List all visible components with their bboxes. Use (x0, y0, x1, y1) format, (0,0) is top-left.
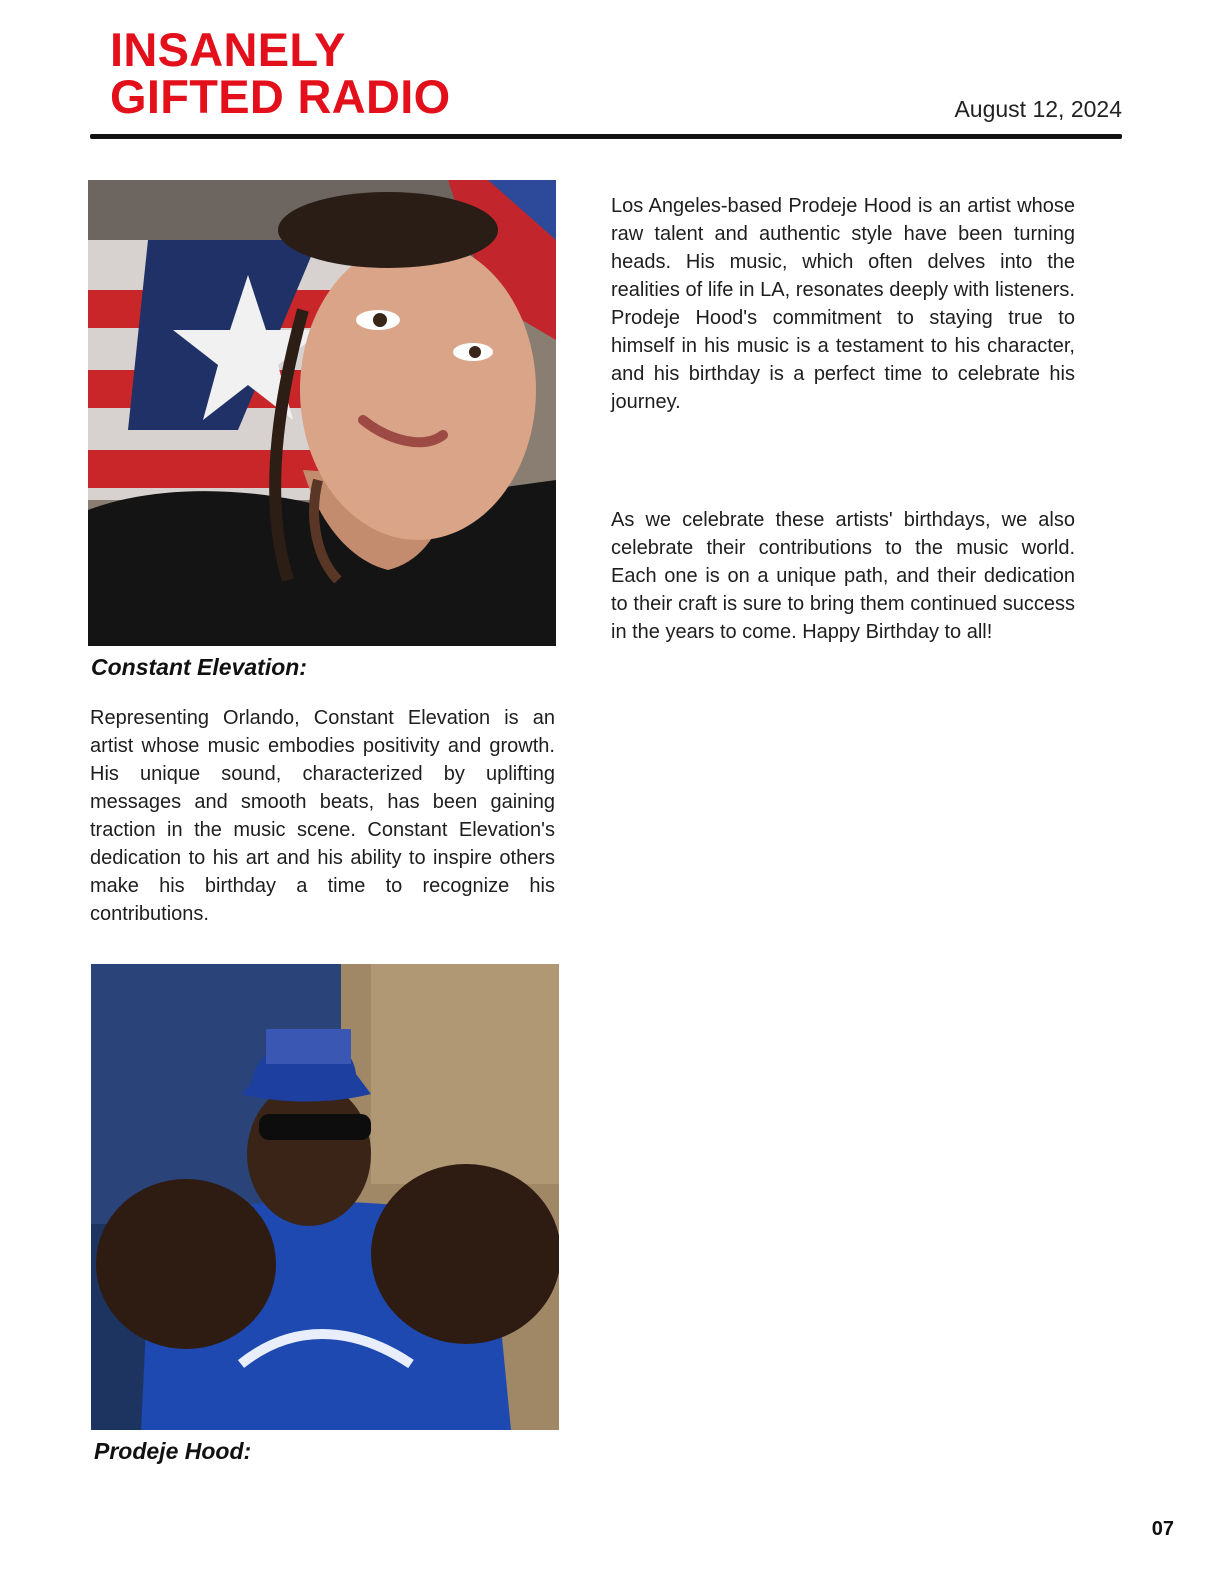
issue-date: August 12, 2024 (954, 96, 1122, 122)
masthead-title (110, 23, 451, 123)
constant-elevation-paragraph: Representing Orlando, Constant Elevation is an artist whose music embodies positivity and growth. His unique sound, characterized by uplifting messages and smooth beats, has been gaining traction in the music scene. Constant Elevation's dedication to his art and his ability to inspire others make his birthday a time to recognize his contributions. (90, 707, 555, 925)
prodeje-hood-paragraph: Los Angeles-based Prodeje Hood is an artist whose raw talent and authentic style have been turning heads. His music, which often delves into the realities of life in LA, resonates deeply with listeners. Prodeje Hood's commitment to staying true to himself in his music is a testament to his character, and his birthday is a perfect time to celebrate his journey. (611, 195, 1075, 413)
constant-elevation-photo (88, 180, 556, 646)
constant-elevation-caption: Constant Elevation: (91, 654, 307, 680)
masthead-line-1: INSANELY (110, 23, 346, 76)
page-number: 07 (1151, 1518, 1174, 1540)
header-divider (90, 134, 1122, 139)
prodeje-hood-caption: Prodeje Hood: (94, 1438, 252, 1464)
masthead-line-2: GIFTED RADIO (110, 70, 451, 123)
prodeje-hood-photo (91, 964, 559, 1430)
closing-paragraph: As we celebrate these artists' birthdays, we also celebrate their contributions to the music world. Each one is on a unique path, and their dedication to their craft is sure to bring them continued success in the years to come. Happy Birthday to all! (611, 509, 1075, 643)
